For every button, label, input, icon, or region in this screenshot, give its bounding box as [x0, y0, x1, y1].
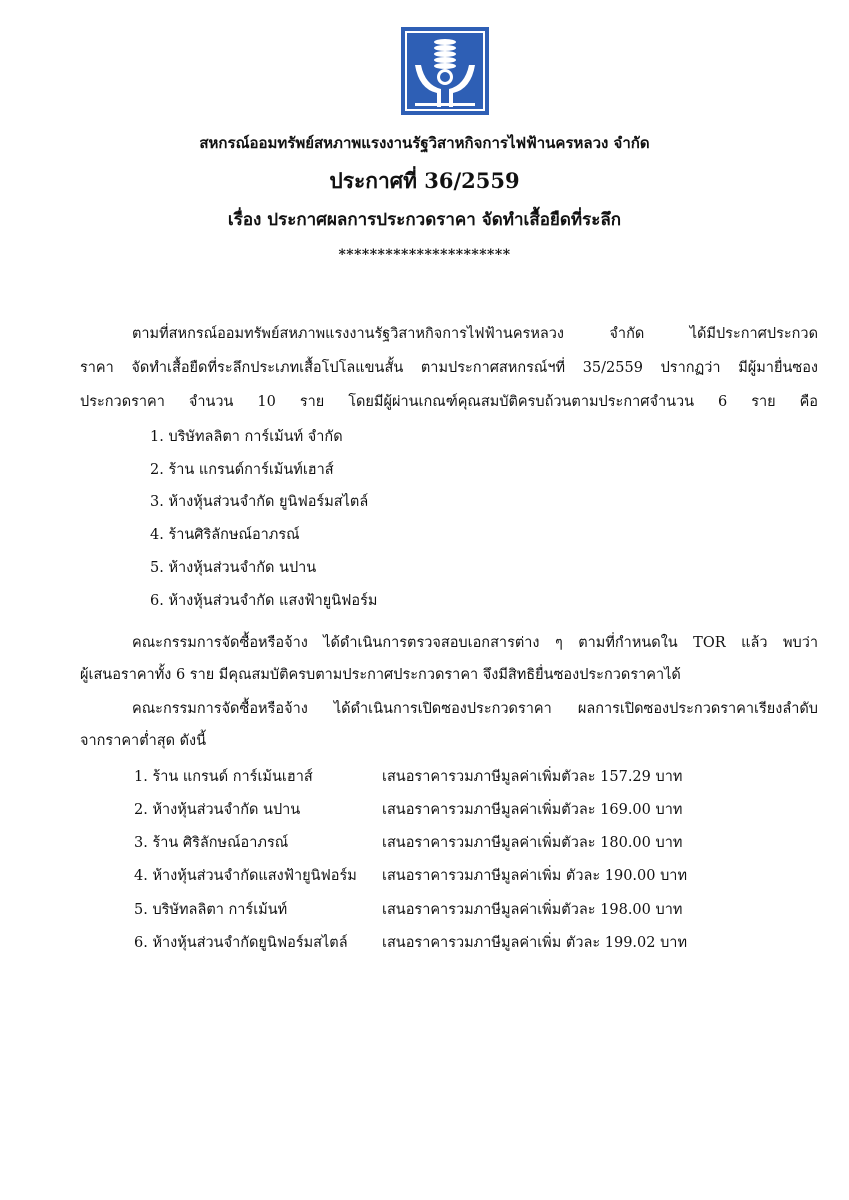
bidder-name: 2. ห้างหุ้นส่วนจำกัด นปาน	[134, 802, 301, 818]
qualified-bidder-item: 5. ห้างหุ้นส่วนจำกัด นปาน	[150, 560, 317, 576]
separator: **********************	[338, 247, 511, 263]
paragraph-2-line-1: คณะกรรมการจัดซื้อหรือจ้าง ได้ดำเนินการตรวจสอบเอกสารต่าง ๆ ตามที่กำหนดใน TOR แล้ว พบว่า	[132, 635, 818, 651]
bid-price: เสนอราคารวมภาษีมูลค่าเพิ่ม ตัวละ 190.00 บาท	[382, 868, 688, 884]
announcement-subject: เรื่อง ประกาศผลการประกวดราคา จัดทำเสื้อยืดที่ระลึก	[227, 210, 622, 230]
qualified-bidder-item: 4. ร้านศิริลักษณ์อาภรณ์	[150, 527, 300, 543]
bidder-name: 6. ห้างหุ้นส่วนจำกัดยูนิฟอร์มสไตล์	[134, 935, 348, 951]
bid-price: เสนอราคารวมภาษีมูลค่าเพิ่มตัวละ 169.00 บาท	[382, 802, 683, 818]
bid-result-row	[134, 798, 704, 820]
bid-price: เสนอราคารวมภาษีมูลค่าเพิ่มตัวละ 198.00 บาท	[382, 902, 683, 918]
bid-result-row	[134, 898, 704, 920]
bid-result-row	[134, 831, 704, 853]
cooperative-logo	[401, 27, 489, 115]
paragraph-1-line-3: ประกวดราคา จำนวน 10 ราย โดยมีผู้ผ่านเกณฑ์คุณสมบัติครบถ้วนตามประกาศจำนวน 6 ราย คือ	[80, 394, 818, 410]
paragraph-3-line-2: จากราคาต่ำสุด ดังนี้	[80, 733, 207, 749]
bidder-name: 5. บริษัทลลิตา การ์เม้นท์	[134, 902, 288, 918]
bid-price: เสนอราคารวมภาษีมูลค่าเพิ่มตัวละ 180.00 บาท	[382, 835, 683, 851]
qualified-bidder-item: 6. ห้างหุ้นส่วนจำกัด แสงฟ้ายูนิฟอร์ม	[150, 593, 378, 609]
bidder-name: 3. ร้าน ศิริลักษณ์อาภรณ์	[134, 835, 289, 851]
bid-price: เสนอราคารวมภาษีมูลค่าเพิ่มตัวละ 157.29 บาท	[382, 769, 683, 785]
bid-price: เสนอราคารวมภาษีมูลค่าเพิ่ม ตัวละ 199.02 บาท	[382, 935, 688, 951]
qualified-bidder-item: 2. ร้าน แกรนด์การ์เม้นท์เฮาส์	[150, 462, 334, 478]
paragraph-1-line-1: ตามที่สหกรณ์ออมทรัพย์สหภาพแรงงานรัฐวิสาหกิจการไฟฟ้านครหลวง จำกัด ได้มีประกาศประกวด	[132, 326, 818, 342]
organization-name: สหกรณ์ออมทรัพย์สหภาพแรงงานรัฐวิสาหกิจการไฟฟ้านครหลวง จำกัด	[199, 134, 650, 152]
paragraph-3-line-1: คณะกรรมการจัดซื้อหรือจ้าง ได้ดำเนินการเปิดซองประกวดราคา ผลการเปิดซองประกวดราคาเรียงลำดับ	[132, 701, 818, 717]
announcement-number: ประกาศที่ 36/2559	[329, 168, 520, 193]
bidder-name: 4. ห้างหุ้นส่วนจำกัดแสงฟ้ายูนิฟอร์ม	[134, 868, 357, 884]
qualified-bidder-item: 1. บริษัทลลิตา การ์เม้นท์ จำกัด	[150, 429, 343, 445]
bidder-name: 1. ร้าน แกรนด์ การ์เม้นเฮาส์	[134, 769, 313, 785]
bid-result-row	[134, 765, 704, 787]
bid-result-row	[134, 931, 704, 953]
bid-result-row	[134, 864, 704, 886]
paragraph-2-line-2: ผู้เสนอราคาทั้ง 6 ราย มีคุณสมบัติครบตามประกาศประกวดราคา จึงมีสิทธิยื่นซองประกวดราคาได้	[80, 667, 681, 683]
paragraph-1-line-2: ราคา จัดทำเสื้อยืดที่ระลึกประเภทเสื้อโปโลแขนสั้น ตามประกาศสหกรณ์ฯที่ 35/2559 ปรากฏว่า มีผู้มายื่นซอง	[80, 360, 818, 376]
qualified-bidder-item: 3. ห้างหุ้นส่วนจำกัด ยูนิฟอร์มสไตล์	[150, 494, 369, 510]
